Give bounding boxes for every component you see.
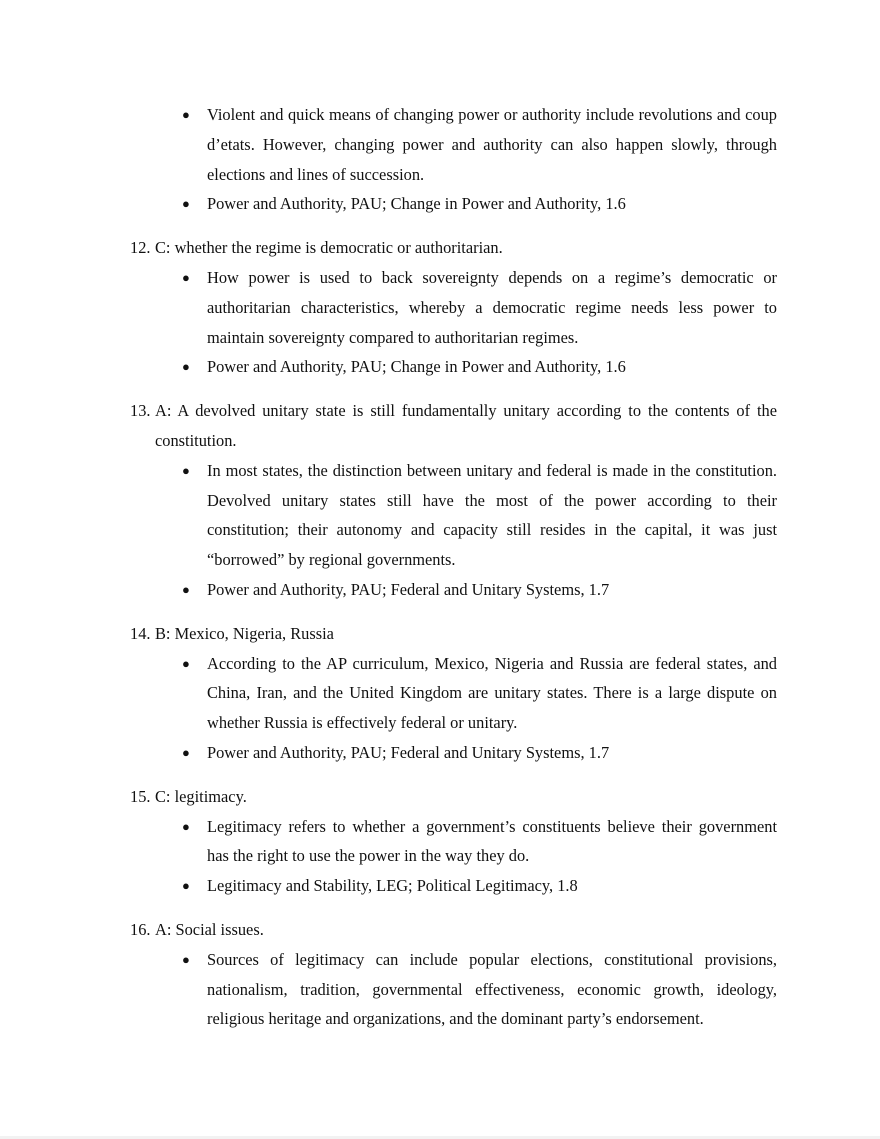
answer-key-content — [130, 100, 777, 1034]
bullet-dot-icon: ● — [182, 269, 190, 285]
bullet-dot-icon: ● — [182, 878, 190, 894]
bullet-dot-icon: ● — [182, 951, 190, 967]
explanation-bullets — [130, 456, 777, 605]
question-14 — [130, 619, 777, 768]
question-number: 14. — [130, 623, 151, 643]
bullet-dot-icon: ● — [182, 196, 190, 212]
answer-text: C: legitimacy. — [155, 786, 247, 806]
bullet-text: In most states, the distinction between unitary and federal is made in the constitution. Devolved unitary states still have the most of the power according to their constitution; their autonomy and capacity still resides in the capital, it was just “borrowed” by regional governments. — [207, 460, 777, 570]
bullet-dot-icon: ● — [182, 655, 190, 671]
question-16 — [130, 915, 777, 1034]
question-number: 12. — [130, 238, 151, 258]
bullet-text: How power is used to back sovereignty depends on a regime’s democratic or authoritarian characteristics, whereby a democratic regime needs less power to maintain sovereignty compared to authoritarian regimes. — [207, 267, 777, 347]
bullet-text: Legitimacy and Stability, LEG; Political Legitimacy, 1.8 — [207, 876, 578, 896]
bullet-dot-icon: ● — [182, 744, 190, 760]
bullet-item — [182, 189, 777, 219]
bullet-item — [182, 738, 777, 768]
question-number: 15. — [130, 786, 151, 806]
bullet-item — [182, 945, 777, 1034]
explanation-bullets — [130, 812, 777, 901]
bullet-item — [182, 456, 777, 575]
bullet-item — [182, 812, 777, 872]
answer-text: B: Mexico, Nigeria, Russia — [155, 623, 334, 643]
bullet-dot-icon: ● — [182, 818, 190, 834]
answer-text: C: whether the regime is democratic or authoritarian. — [155, 238, 503, 258]
explanation-bullets — [130, 945, 777, 1034]
answer-text: A: Social issues. — [155, 919, 264, 939]
bullet-text: Power and Authority, PAU; Federal and Unitary Systems, 1.7 — [207, 579, 610, 599]
bullet-text: Power and Authority, PAU; Change in Power and Authority, 1.6 — [207, 194, 626, 214]
bullet-text: Power and Authority, PAU; Change in Power and Authority, 1.6 — [207, 357, 626, 377]
answer-text: A: A devolved unitary state is still fundamentally unitary according to the contents of the constitution. — [155, 401, 777, 450]
bullet-item — [182, 575, 777, 605]
question-15 — [130, 782, 777, 901]
answer-line — [130, 782, 777, 812]
bullet-dot-icon: ● — [182, 107, 190, 122]
bullet-text: Violent and quick means of changing power or authority include revolutions and coup d’etats. However, changing power and authority can also happen slowly, through elections and lines of succession. — [207, 105, 777, 184]
intro-bullets — [130, 100, 777, 219]
bullet-text: Sources of legitimacy can include popular elections, constitutional provisions, nationalism, tradition, governmental effectiveness, economic growth, ideology, religious heritage and organizations, and the dominant party’s endorsement. — [207, 949, 777, 1029]
bullet-dot-icon: ● — [182, 462, 190, 478]
question-number: 13. — [130, 401, 151, 421]
explanation-bullets — [130, 649, 777, 768]
answer-line — [130, 915, 777, 945]
answer-line — [130, 619, 777, 649]
question-12 — [130, 233, 777, 382]
answer-line — [130, 233, 777, 263]
bullet-dot-icon: ● — [182, 359, 190, 375]
answer-line — [130, 396, 777, 456]
bullet-text: According to the AP curriculum, Mexico, Nigeria and Russia are federal states, and China, Iran, and the United Kingdom are unitary states. There is a large dispute on whether Russia is effectively federal or unitary. — [207, 653, 777, 733]
bullet-item — [182, 649, 777, 738]
bullet-text: Power and Authority, PAU; Federal and Unitary Systems, 1.7 — [207, 742, 610, 762]
bullet-item — [182, 871, 777, 901]
question-number: 16. — [130, 919, 151, 939]
bullet-dot-icon: ● — [182, 581, 190, 597]
bullet-item — [182, 352, 777, 382]
bullet-item — [182, 100, 777, 189]
question-13 — [130, 396, 777, 605]
bullet-item — [182, 263, 777, 352]
explanation-bullets — [130, 263, 777, 382]
bullet-text: Legitimacy refers to whether a government’s constituents believe their government has the right to use the power in the way they do. — [207, 816, 777, 866]
